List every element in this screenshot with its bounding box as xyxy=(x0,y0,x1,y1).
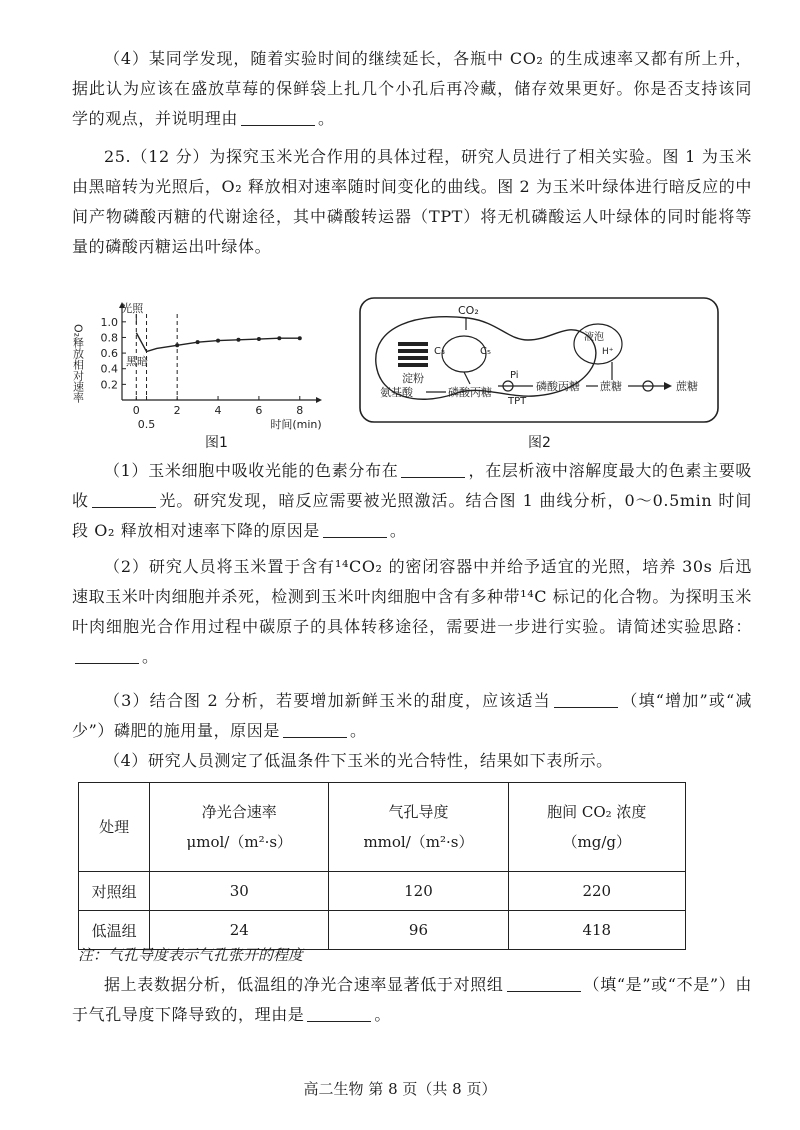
y-tick-label: 0.2 xyxy=(100,378,118,392)
header-cell: 处理 xyxy=(79,783,150,872)
amino-acid-label: 氨基酸 xyxy=(380,386,413,399)
q25-part3: （3）结合图 2 分析，若要增加新鲜玉米的甜度，应该适当 （填“增加”或“减少”）磷肥的施用量，原因是 。 xyxy=(72,691,752,740)
x-tick-label: 4 xyxy=(214,404,222,417)
data-point xyxy=(257,337,261,341)
page-footer: 高二生物 第 8 页（共 8 页） xyxy=(303,1080,497,1098)
answer-blank[interactable] xyxy=(554,691,618,708)
figure-2-caption: 图2 xyxy=(528,435,551,451)
answer-blank[interactable] xyxy=(323,521,387,538)
y-tick-label: 0.8 xyxy=(100,331,118,345)
y-tick-label: 1.0 xyxy=(100,315,118,329)
y-tick-label: 0.4 xyxy=(100,362,118,376)
y-axis-label: O₂释放相对速率 xyxy=(71,324,85,404)
triose-phosphate-out-label: 磷酸丙糖 xyxy=(536,380,580,393)
starch-label: 淀粉 xyxy=(402,372,424,385)
light-label: 光照 xyxy=(121,302,144,315)
x-tick-label: 2 xyxy=(173,404,181,417)
x-tick-label: 8 xyxy=(296,404,304,417)
sucrose-mid-label: 蔗糖 xyxy=(600,380,622,393)
answer-blank[interactable] xyxy=(507,975,581,992)
answer-blank[interactable] xyxy=(283,721,347,738)
vacuole-outline xyxy=(574,324,622,364)
figure-1-caption: 图1 xyxy=(205,435,228,451)
triose-phosphate-in-label: 磷酸丙糖 xyxy=(448,386,492,399)
answer-blank[interactable] xyxy=(241,109,315,126)
table-row: 低温组 24 96 418 xyxy=(79,911,686,950)
data-point xyxy=(196,340,200,344)
figure-2 xyxy=(358,296,720,424)
table-note: 注：气孔导度表示气孔张开的程度 xyxy=(78,946,304,964)
q25-part4-analysis: 据上表数据分析，低温组的净光合速率显著低于对照组 （填“是”或“不是”）由于气孔导度下降导致的，理由是 。 xyxy=(72,975,752,1024)
q24-part4-text: （4）某同学发现，随着实验时间的继续延长，各瓶中 CO₂ 的生成速率又都有所上升，据此认为应该在盛放草莓的保鲜袋上扎几个小孔后再冷藏，储存效果更好。你是否支持该同学的观点，并说明理由 xyxy=(72,49,752,128)
x-axis-arrow xyxy=(316,397,322,403)
figure-1 xyxy=(70,302,330,432)
answer-blank[interactable] xyxy=(92,491,156,508)
q24-part4: （4）某同学发现，随着实验时间的继续延长，各瓶中 CO₂ 的生成速率又都有所上升，据此认为应该在盛放草莓的保鲜袋上扎几个小孔后再冷藏，储存效果更好。你是否支持该同学的观点，并说明理由 。 xyxy=(72,49,752,128)
answer-blank[interactable] xyxy=(75,647,139,664)
thylakoid-stack-icon xyxy=(398,342,428,367)
data-point xyxy=(216,339,220,343)
tpt-label: TPT xyxy=(508,396,527,407)
co2-label: CO₂ xyxy=(458,304,479,317)
c5-label: C₅ xyxy=(480,346,491,357)
x-tick-label: 0 xyxy=(132,404,140,417)
q25-intro: 25.（12 分）为探究玉米光合作用的具体过程，研究人员进行了相关实验。图 1 为玉米由黑暗转为光照后，O₂ 释放相对速率随时间变化的曲线。图 2 为玉米叶绿体进行暗反应的中间产物磷酸丙糖的代谢途径，其中磷酸转运器（TPT）将无机磷酸运人叶绿体的同时能将等量的磷酸丙糖运出叶绿体。 xyxy=(72,147,752,256)
x-tick-label: 0.5 xyxy=(137,418,156,431)
dark-label: 黑暗 xyxy=(126,354,148,368)
pi-label: Pi xyxy=(510,370,519,381)
data-point xyxy=(298,336,302,340)
results-table xyxy=(78,782,686,950)
x-axis-label: 时间(min) xyxy=(270,418,322,431)
header-cell: 气孔导度 mmol/（m²·s） xyxy=(329,783,508,872)
answer-blank[interactable] xyxy=(401,461,465,478)
header-cell: 胞间 CO₂ 浓度 （mg/g） xyxy=(508,783,685,872)
sucrose-out-label: 蔗糖 xyxy=(676,380,698,393)
q25-part1: （1）玉米细胞中吸收光能的色素分布在 ，在层析液中溶解度最大的色素主要吸收 光。研究发现，暗反应需要被光照激活。结合图 1 曲线分析，0～0.5min 时间段 O₂ 释放相对速率下降的原因是 。 xyxy=(72,461,753,540)
q25-part2: （2）研究人员将玉米置于含有¹⁴CO₂ 的密闭容器中并给予适宜的光照，培养 30s 后迅速取玉米叶肉细胞并杀死，检测到玉米叶肉细胞中含有多种带¹⁴C 标记的化合物。为探明玉米叶肉细胞光合作用过程中碳原子的具体转移途径，需要进一步进行实验。请简述实验思路：。 xyxy=(72,557,752,666)
answer-blank[interactable] xyxy=(307,1005,371,1022)
figure-1-chart xyxy=(70,302,330,432)
vacuole-label: 液泡 xyxy=(584,332,604,343)
table-row: 对照组 30 120 220 xyxy=(79,872,686,911)
q25-part4: （4）研究人员测定了低温条件下玉米的光合特性，结果如下表所示。 xyxy=(104,751,613,770)
data-point xyxy=(175,343,179,347)
data-point xyxy=(236,338,240,342)
data-point xyxy=(277,336,281,340)
h-ion-label: H⁺ xyxy=(602,347,614,357)
figure-2-diagram xyxy=(358,296,720,424)
header-cell: 净光合速率 μmol/（m²·s） xyxy=(150,783,329,872)
y-tick-label: 0.6 xyxy=(100,347,118,361)
x-tick-label: 6 xyxy=(255,404,263,417)
c3-label: C₃ xyxy=(434,346,445,357)
